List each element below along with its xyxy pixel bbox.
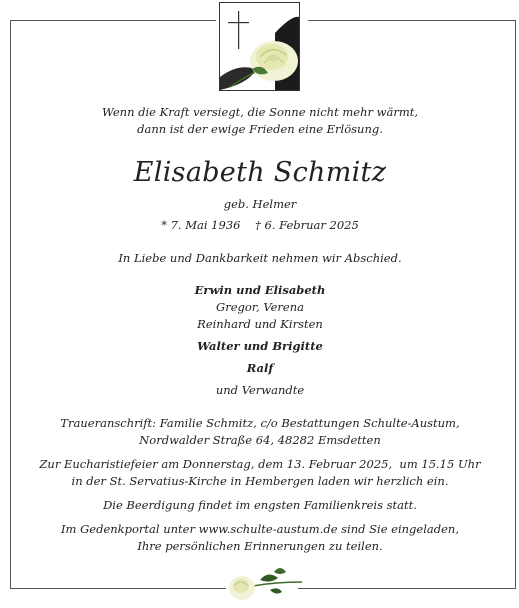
cross-and-white-rose-icon: [219, 2, 300, 91]
frame-right: [515, 20, 516, 589]
frame-top-left: [10, 20, 216, 21]
mass-line-2: in der St. Servatius-Kirche in Hembergen laden wir herzlich ein.: [71, 474, 449, 488]
mourner-group-2: Walter und Brigitte: [197, 339, 323, 353]
relatives-line: und Verwandte: [215, 383, 305, 397]
mourner-group-1-line-3: Reinhard und Kirsten: [197, 317, 323, 331]
frame-top-right: [308, 20, 516, 21]
mourner-group-1: Erwin und Elisabeth: [194, 283, 326, 297]
frame-bottom-left: [10, 588, 226, 589]
birth-name: geb. Helmer: [223, 197, 297, 211]
frame-left: [10, 20, 11, 589]
white-rose-icon: [224, 560, 306, 604]
farewell-line: In Liebe und Dankbarkeit nehmen wir Abschied.: [118, 251, 402, 265]
address-line-2: Nordwalder Straße 64, 48282 Emsdetten: [139, 433, 381, 447]
deceased-name: Elisabeth Schmitz: [133, 157, 387, 188]
address-line-1: Traueranschrift: Familie Schmitz, c/o Bestattungen Schulte-Austum,: [60, 416, 460, 430]
burial-line: Die Beerdigung findet im engsten Familienkreis statt.: [103, 498, 417, 512]
verse-line-1: Wenn die Kraft versiegt, die Sonne nicht mehr wärmt,: [101, 105, 419, 119]
verse-line-2: dann ist der ewige Frieden eine Erlösung.: [137, 122, 383, 136]
mass-line-1: Zur Eucharistiefeier am Donnerstag, dem 13. Februar 2025, um 15.15 Uhr: [39, 457, 481, 471]
life-dates: * 7. Mai 1936 † 6. Februar 2025: [161, 218, 359, 232]
frame-bottom-right: [298, 588, 516, 589]
mourner-group-1-line-2: Gregor, Verena: [216, 300, 304, 314]
portal-line-2: Ihre persönlichen Erinnerungen zu teilen.: [137, 539, 383, 553]
mourner-group-3: Ralf: [246, 361, 274, 375]
portal-line-1: Im Gedenkportal unter www.schulte-austum.de sind Sie eingeladen,: [60, 522, 459, 536]
obituary-text: [20, 104, 500, 555]
